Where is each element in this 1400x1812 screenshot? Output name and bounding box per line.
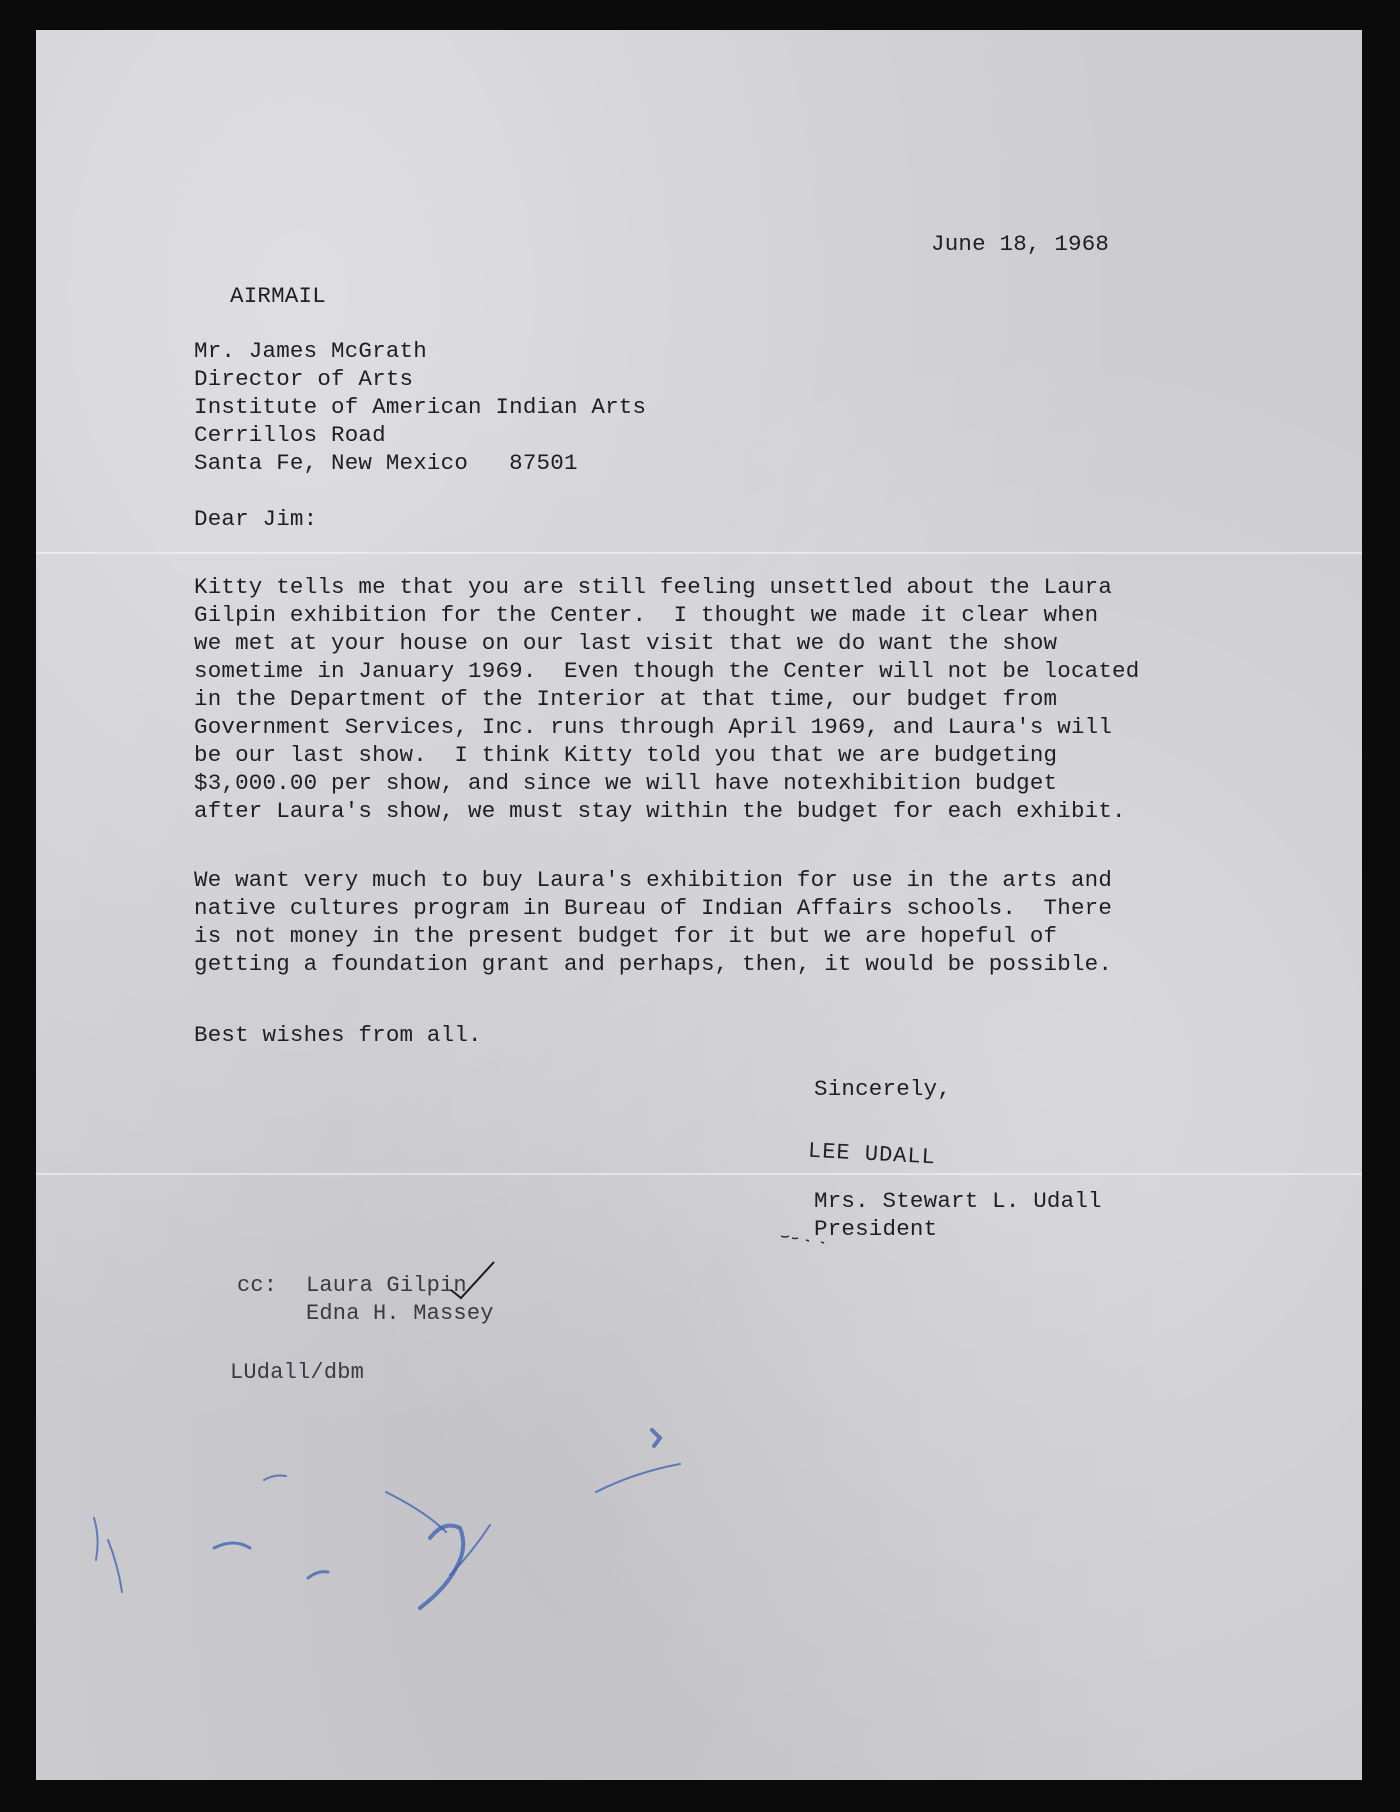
paragraph-line: sometime in January 1969. Even though the Center will not be located [194,658,1140,684]
letter-sheet [36,30,1362,1780]
blue-pencil-scribbles [94,1430,680,1608]
handwritten-marks [36,30,1362,1780]
signature-stamp: LEE UDALL [807,1138,937,1171]
ink-smudge [781,1236,824,1243]
cc-label: cc: [237,1273,278,1298]
checkmark-icon [451,1262,494,1298]
paragraph-line: native cultures program in Bureau of Indian Affairs schools. There [194,895,1113,921]
paragraph-line: be our last show. I think Kitty told you that we are budgeting [194,742,1058,768]
reference-initials: LUdall/dbm [230,1360,365,1385]
paragraph-line: We want very much to buy Laura's exhibition for use in the arts and [194,867,1113,893]
delivery-method: AIRMAIL [230,283,326,309]
cc-item: Edna H. Massey [306,1301,494,1326]
paragraph-line: $3,000.00 per show, and since we will have notexhibition budget [194,770,1058,796]
recipient-line: Santa Fe, New Mexico 87501 [194,450,578,476]
paragraph-line: after Laura's show, we must stay within the budget for each exhibit. [194,798,1126,824]
paragraph-line: getting a foundation grant and perhaps, then, it would be possible. [194,951,1113,977]
paragraph-line: we met at your house on our last visit that we do want the show [194,630,1058,656]
letter-date: June 18, 1968 [931,231,1110,257]
closing: Sincerely, [814,1076,952,1102]
recipient-line: Director of Arts [194,366,414,392]
paragraph-line: is not money in the present budget for it but we are hopeful of [194,923,1058,949]
recipient-line: Cerrillos Road [194,422,386,448]
paragraph-3: Best wishes from all. [194,1022,482,1048]
salutation: Dear Jim: [194,506,318,532]
recipient-line: Mr. James McGrath [194,338,427,364]
paragraph-line: Kitty tells me that you are still feeling unsettled about the Laura [194,574,1113,600]
signer-title: President [814,1216,938,1242]
recipient-line: Institute of American Indian Arts [194,394,647,420]
signer-name: Mrs. Stewart L. Udall [814,1188,1102,1214]
cc-item: Laura Gilpin [306,1273,467,1298]
paragraph-line: Gilpin exhibition for the Center. I thought we made it clear when [194,602,1099,628]
paragraph-line: Government Services, Inc. runs through April 1969, and Laura's will [194,714,1113,740]
paragraph-line: in the Department of the Interior at that time, our budget from [194,686,1058,712]
